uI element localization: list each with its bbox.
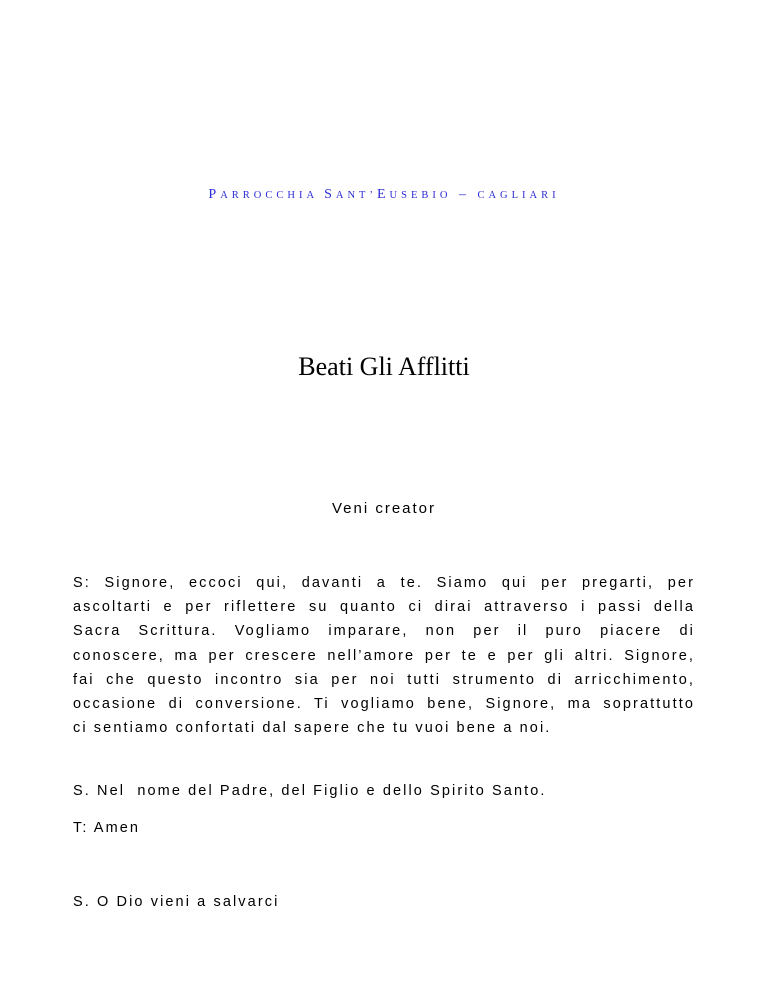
prayer-line: ascoltarti e per riflettere su quanto ci dirai attraverso i passi della: [73, 599, 695, 616]
header-part: CAGLIARI: [477, 190, 560, 201]
amen-line: T: Amen: [73, 820, 141, 836]
parish-header: [0, 186, 768, 203]
header-part: P: [208, 187, 221, 202]
header-part: S: [324, 187, 336, 202]
prayer-line: ci sentiamo confortati dal sapere che tu vuoi bene a noi.: [73, 720, 552, 737]
opening-prayer: [73, 571, 695, 740]
prayer-line: fai che questo incontro sia per noi tutti strumento di arricchimento,: [73, 671, 695, 688]
hymn-subtitle: Veni creator: [331, 500, 437, 517]
sign-of-cross-line: S. Nel nome del Padre, del Figlio e dello Spirito Santo.: [73, 783, 547, 799]
page-title: Beati Gli Afflitti: [298, 352, 470, 381]
header-part: ANT’: [335, 190, 377, 201]
header-part: USEBIO: [389, 190, 452, 201]
invocation-line: S. O Dio vieni a salvarci: [73, 894, 280, 910]
header-part: E: [376, 187, 390, 202]
header-part: –: [451, 187, 478, 202]
prayer-line: conoscere, ma per crescere nell’amore per te e per gli altri. Signore,: [73, 647, 695, 664]
header-part: ARROCCHIA: [220, 190, 325, 201]
prayer-line: Sacra Scrittura. Vogliamo imparare, non per il puro piacere di: [73, 623, 695, 640]
prayer-line: occasione di conversione. Ti vogliamo bene, Signore, ma soprattutto: [73, 696, 695, 713]
prayer-line: S: Signore, eccoci qui, davanti a te. Siamo qui per pregarti, per: [73, 575, 695, 591]
